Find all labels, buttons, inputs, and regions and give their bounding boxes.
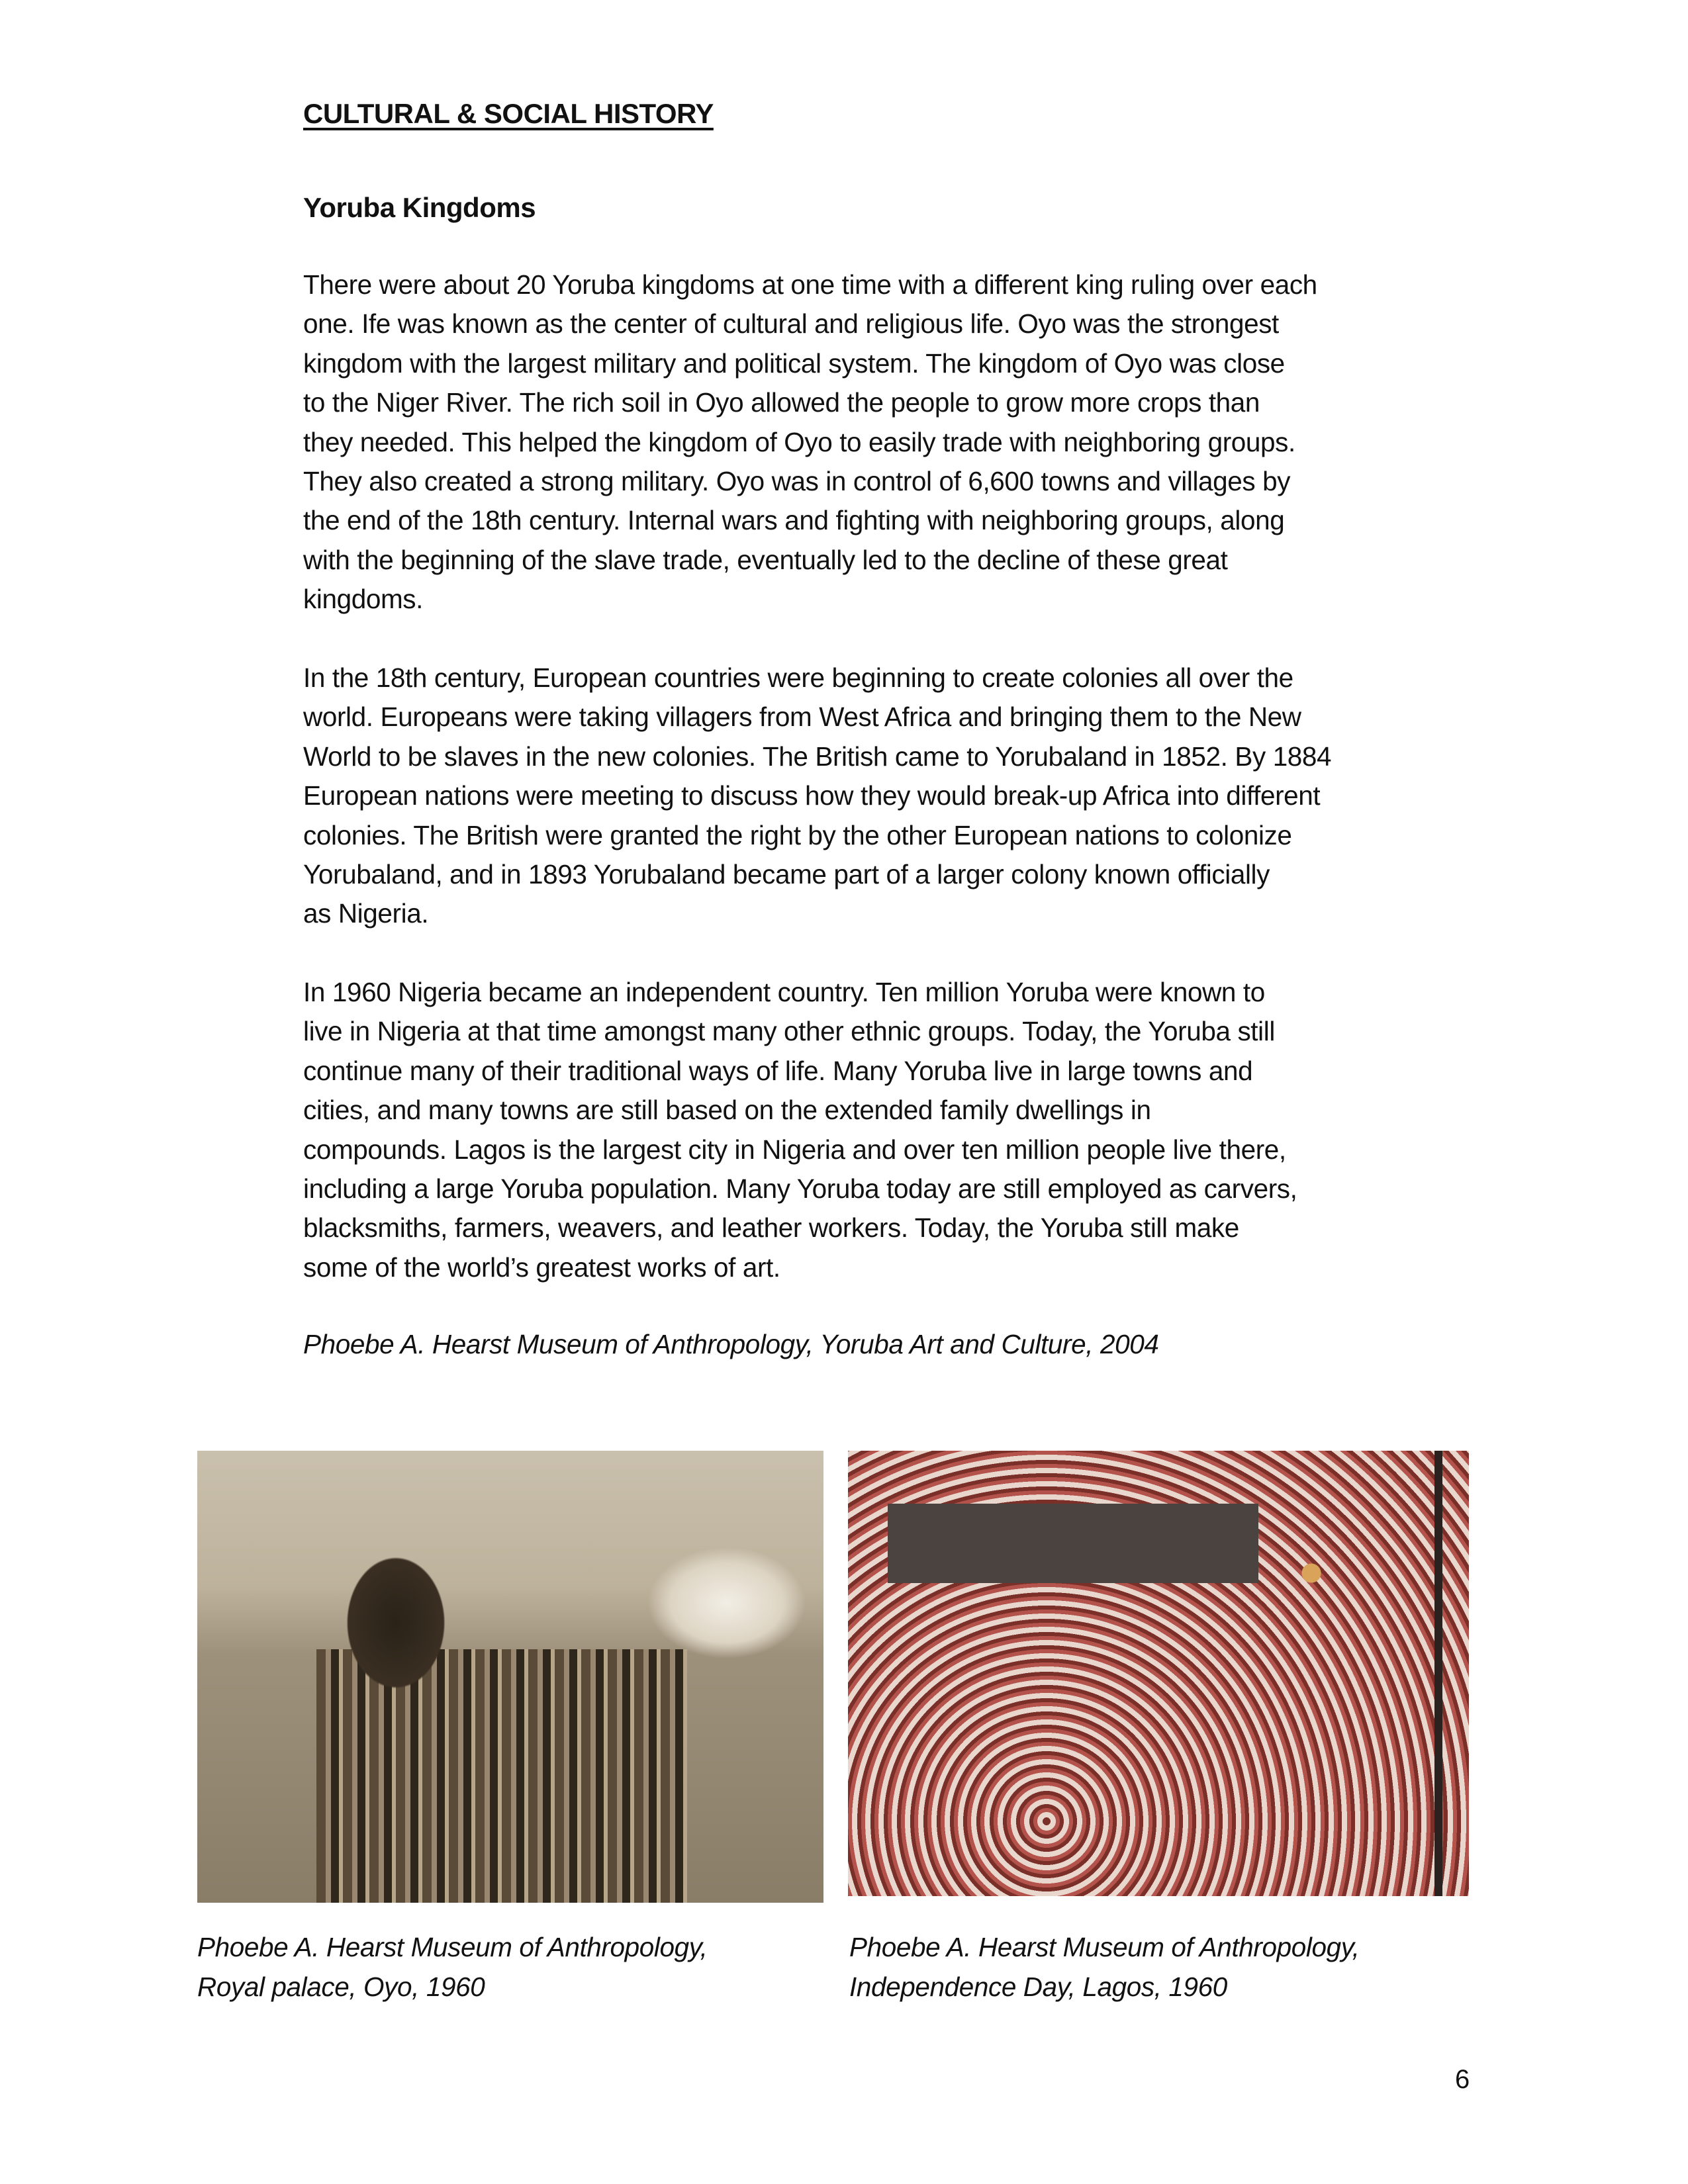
text-line: In 1960 Nigeria became an independent country. Ten million Yoruba were known to bbox=[303, 977, 1265, 1007]
text-line: colonies. The British were granted the right by the other European nations to colonize bbox=[303, 819, 1292, 850]
text-line: European nations were meeting to discuss how they would break-up Africa into different bbox=[303, 780, 1321, 811]
text-line: they needed. This helped the kingdom of Oyo to easily trade with neighboring groups. bbox=[303, 426, 1295, 457]
paragraph-2 bbox=[303, 659, 1331, 934]
text-line: with the beginning of the slave trade, eventually led to the decline of these great bbox=[303, 544, 1228, 575]
text-line: world. Europeans were taking villagers from West Africa and bringing them to the New bbox=[303, 702, 1301, 733]
text-line: kingdoms. bbox=[303, 584, 423, 615]
caption-line: Royal palace, Oyo, 1960 bbox=[197, 1972, 485, 2002]
text-line: compounds. Lagos is the largest city in Nigeria and over ten million people live there, bbox=[303, 1134, 1286, 1165]
citation: Phoebe A. Hearst Museum of Anthropology, Yoruba Art and Culture, 2004 bbox=[303, 1329, 1159, 1359]
figure-caption-left bbox=[197, 1927, 707, 2007]
figure-caption-right bbox=[849, 1927, 1359, 2007]
text-line: to the Niger River. The rich soil in Oyo allowed the people to grow more crops than bbox=[303, 387, 1260, 418]
text-line: blacksmiths, farmers, weavers, and leather workers. Today, the Yoruba still make bbox=[303, 1212, 1239, 1244]
text-line: as Nigeria. bbox=[303, 898, 429, 929]
text-line: including a large Yoruba population. Many Yoruba today are still employed as carvers, bbox=[303, 1173, 1297, 1205]
text-line: There were about 20 Yoruba kingdoms at one time with a different king ruling over each bbox=[303, 269, 1317, 300]
text-line: World to be slaves in the new colonies. The British came to Yorubaland in 1852. By 1884 bbox=[303, 741, 1332, 772]
text-line: They also created a strong military. Oyo was in control of 6,600 towns and villages by bbox=[303, 466, 1291, 497]
page-number: 6 bbox=[1455, 2065, 1470, 2094]
photo-royal-palace-oyo bbox=[197, 1451, 823, 1903]
paragraph-1 bbox=[303, 265, 1317, 619]
text-line: some of the world’s greatest works of art. bbox=[303, 1251, 780, 1283]
text-line: In the 18th century, European countries were beginning to create colonies all over the bbox=[303, 662, 1293, 693]
text-line: cities, and many towns are still based on the extended family dwellings in bbox=[303, 1095, 1151, 1126]
photo-independence-day-lagos bbox=[848, 1451, 1469, 1896]
caption-line: Phoebe A. Hearst Museum of Anthropology, bbox=[849, 1932, 1360, 1962]
caption-line: Independence Day, Lagos, 1960 bbox=[849, 1972, 1227, 2002]
text-line: live in Nigeria at that time amongst many other ethnic groups. Today, the Yoruba still bbox=[303, 1016, 1275, 1047]
text-line: Yorubaland, and in 1893 Yorubaland became part of a larger colony known officially bbox=[303, 859, 1270, 890]
text-line: continue many of their traditional ways of life. Many Yoruba live in large towns and bbox=[303, 1055, 1253, 1086]
text-line: kingdom with the largest military and political system. The kingdom of Oyo was close bbox=[303, 347, 1285, 379]
text-line: one. Ife was known as the center of cultural and religious life. Oyo was the strongest bbox=[303, 308, 1279, 340]
text-line: the end of the 18th century. Internal wars and fighting with neighboring groups, along bbox=[303, 505, 1285, 536]
paragraph-3 bbox=[303, 973, 1297, 1287]
caption-line: Phoebe A. Hearst Museum of Anthropology, bbox=[197, 1932, 708, 1962]
section-title: CULTURAL & SOCIAL HISTORY bbox=[303, 98, 714, 129]
subheading: Yoruba Kingdoms bbox=[303, 192, 536, 223]
